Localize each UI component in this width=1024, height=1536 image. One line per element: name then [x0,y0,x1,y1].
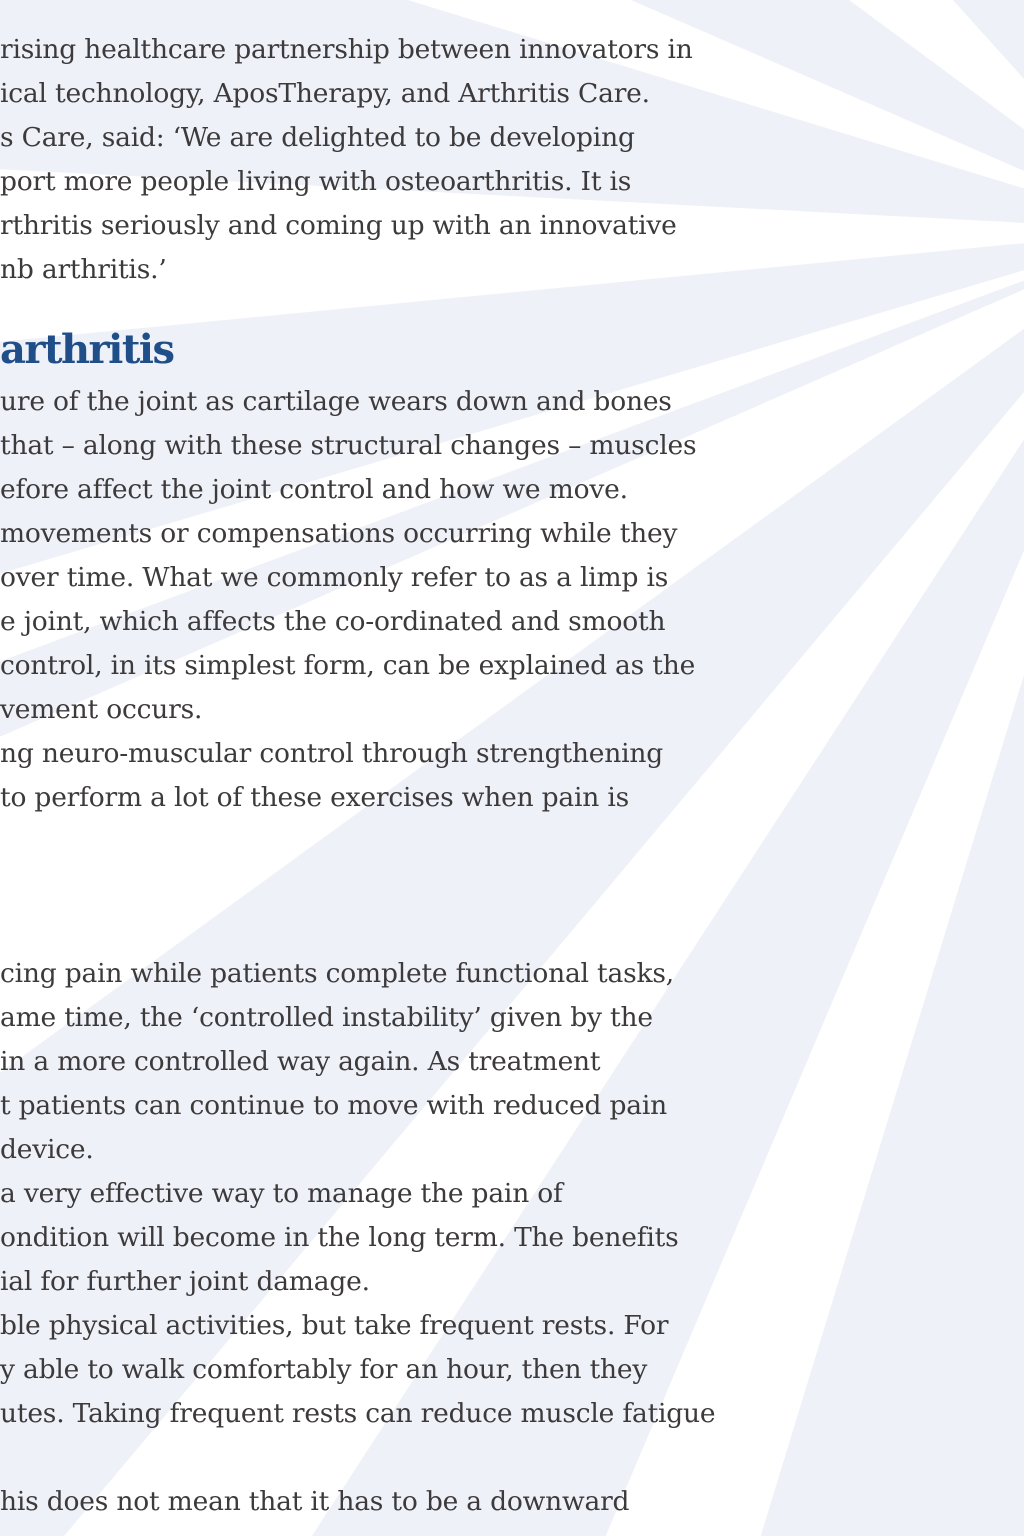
paragraph-line: efore affect the joint control and how we move. [0,474,628,505]
paragraph-line: ng neuro-muscular control through strengthening [0,738,664,769]
paragraph-line: y able to walk comfortably for an hour, then they [0,1354,648,1385]
paragraph-line: rising healthcare partnership between innovators in [0,34,693,65]
paragraph-line: e joint, which affects the co-ordinated and smooth [0,606,666,637]
paragraph-line: cing pain while patients complete functional tasks, [0,958,674,989]
paragraph-line: nb arthritis.’ [0,254,167,285]
paragraph-line: control, in its simplest form, can be explained as the [0,650,696,681]
paragraph-line: ical technology, AposTherapy, and Arthritis Care. [0,78,650,109]
paragraph-line: ble physical activities, but take frequent rests. For [0,1310,669,1341]
paragraph-line: t patients can continue to move with reduced pain [0,1090,668,1121]
paragraph-line: s Care, said: ‘We are delighted to be developing [0,122,635,153]
paragraph-line: port more people living with osteoarthritis. It is [0,166,632,197]
paragraph-line: ial for further joint damage. [0,1266,370,1297]
paragraph-line: vement occurs. [0,694,203,725]
paragraph-line: that – along with these structural changes – muscles [0,430,697,461]
paragraph-line: ure of the joint as cartilage wears down and bones [0,386,672,417]
section-heading: arthritis [0,326,174,373]
paragraph-line: a very effective way to manage the pain of [0,1178,563,1209]
paragraph-line: rthritis seriously and coming up with an innovative [0,210,677,241]
paragraph-line: ame time, the ‘controlled instability’ given by the [0,1002,653,1033]
paragraph-line: movements or compensations occurring while they [0,518,678,549]
paragraph-line: in a more controlled way again. As treatment [0,1046,601,1077]
paragraph-line: ondition will become in the long term. The benefits [0,1222,679,1253]
paragraph-line: over time. What we commonly refer to as a limp is [0,562,669,593]
paragraph-line: his does not mean that it has to be a downward [0,1486,630,1517]
paragraph-line: device. [0,1134,94,1165]
paragraph-line: utes. Taking frequent rests can reduce muscle fatigue [0,1398,716,1429]
paragraph-line: to perform a lot of these exercises when pain is [0,782,630,813]
